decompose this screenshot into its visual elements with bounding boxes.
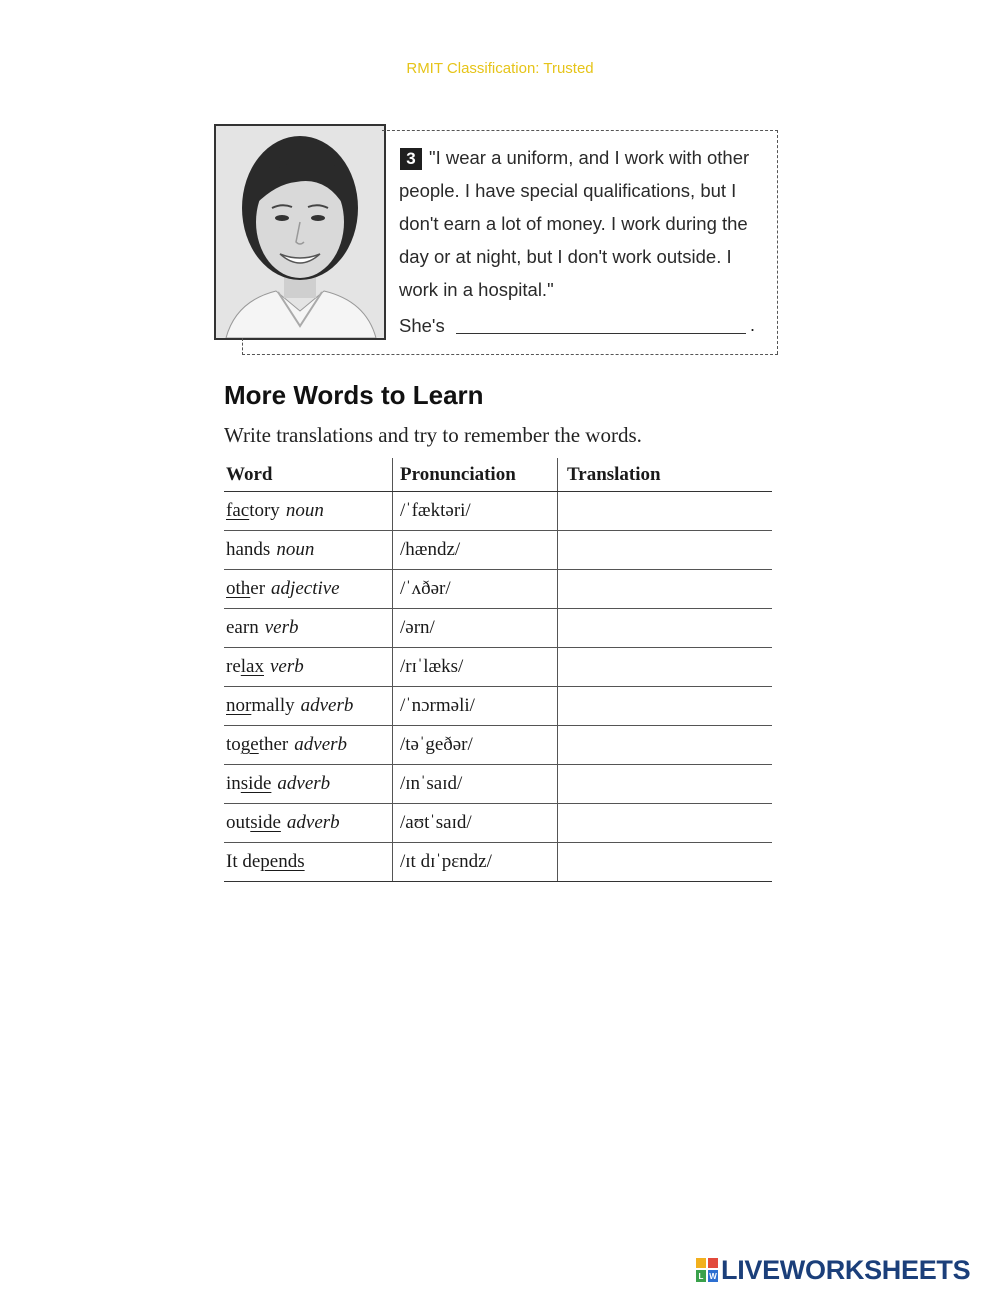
pronunciation-cell: /ˈnɔrməli/	[400, 695, 475, 716]
translation-input[interactable]	[561, 496, 766, 526]
pronunciation-cell: /təˈgeðər/	[400, 734, 473, 755]
table-row	[224, 492, 772, 531]
table-row	[224, 609, 772, 648]
word-stressed-syllable: nor	[226, 695, 252, 716]
word-text-post: er	[250, 578, 266, 599]
part-of-speech: adverb	[300, 695, 354, 716]
pronunciation-cell: /ɪnˈsaɪd/	[400, 773, 463, 794]
word-cell	[226, 851, 311, 873]
column-divider	[392, 687, 393, 725]
word-cell	[226, 695, 353, 717]
table-row	[224, 570, 772, 609]
column-divider	[557, 687, 558, 725]
word-text-pre: hands	[226, 539, 271, 560]
table-row	[224, 765, 772, 804]
section-title: More Words to Learn	[224, 380, 484, 410]
word-stressed-syllable: fac	[226, 500, 250, 521]
word-text-pre: in	[226, 773, 241, 794]
word-cell	[226, 656, 304, 678]
word-text-post: mally	[251, 695, 295, 716]
word-cell	[226, 539, 314, 561]
answer-prompt: She's	[399, 315, 445, 336]
classification-label: RMIT Classification: Trusted	[406, 60, 594, 77]
part-of-speech: adjective	[271, 578, 340, 599]
part-of-speech: adverb	[294, 734, 348, 755]
word-text-pre: re	[226, 656, 241, 677]
table-header	[224, 458, 772, 492]
table-row	[224, 531, 772, 570]
column-divider	[392, 648, 393, 686]
column-divider	[392, 804, 393, 842]
logo-text: LIVEWORKSHEETS	[721, 1254, 971, 1285]
logo-mark-letter: W	[709, 1272, 717, 1281]
translation-input[interactable]	[561, 730, 766, 760]
table-row	[224, 726, 772, 765]
word-text-pre: out	[226, 812, 251, 833]
translation-input[interactable]	[561, 574, 766, 604]
word-text-pre: earn	[226, 617, 259, 638]
answer-input[interactable]	[456, 332, 746, 334]
column-divider	[557, 726, 558, 764]
quote-box-bottom-border	[242, 338, 778, 355]
exercise-number-badge: 3	[400, 148, 422, 170]
word-cell	[226, 734, 347, 756]
word-stressed-syllable: side	[250, 812, 281, 833]
pronunciation-cell: /ərn/	[400, 617, 435, 638]
word-stressed-syllable: pends	[260, 851, 305, 872]
liveworksheets-logo-icon	[696, 1258, 718, 1282]
word-cell	[226, 617, 298, 639]
translation-input[interactable]	[561, 691, 766, 721]
header-pronunciation: Pronunciation	[400, 464, 516, 485]
pronunciation-cell: /rɪˈlæks/	[400, 656, 464, 677]
answer-period: .	[750, 315, 756, 335]
translation-input[interactable]	[561, 652, 766, 682]
table-row	[224, 843, 772, 882]
column-divider	[557, 531, 558, 569]
part-of-speech: verb	[269, 656, 304, 677]
word-stressed-syllable: ge	[240, 734, 259, 755]
part-of-speech: noun	[285, 500, 324, 521]
translation-input[interactable]	[561, 535, 766, 565]
header-word: Word	[226, 464, 273, 485]
word-text-pre: It de	[226, 851, 261, 872]
vocabulary-table	[224, 458, 772, 882]
column-divider	[392, 570, 393, 608]
translation-input[interactable]	[561, 769, 766, 799]
liveworksheets-logo[interactable]	[696, 1254, 970, 1286]
part-of-speech: adverb	[277, 773, 331, 794]
word-cell	[226, 578, 340, 600]
column-divider	[392, 726, 393, 764]
part-of-speech: noun	[276, 539, 315, 560]
translation-input[interactable]	[561, 613, 766, 643]
pronunciation-cell: /aʊtˈsaɪd/	[400, 812, 472, 833]
table-row	[224, 648, 772, 687]
table-row	[224, 804, 772, 843]
part-of-speech: verb	[264, 617, 299, 638]
pronunciation-cell: /ˈʌðər/	[400, 578, 451, 599]
word-stressed-syllable: oth	[226, 578, 251, 599]
translation-input[interactable]	[561, 808, 766, 838]
part-of-speech: adverb	[286, 812, 340, 833]
header-translation: Translation	[567, 464, 661, 485]
word-cell	[226, 500, 324, 522]
word-cell	[226, 812, 340, 834]
word-stressed-syllable: side	[240, 773, 272, 794]
word-text-post: tory	[249, 500, 280, 521]
pronunciation-cell: /ˈfæktəri/	[400, 500, 471, 521]
column-divider	[392, 843, 393, 881]
exercise-quote: "I wear a uniform, and I work with other people. I have special qualifications, but I don't earn a lot of money. I work during the day or at night, but I don't work outside. I work in a hospital."	[399, 147, 750, 300]
section-instructions: Write translations and try to remember the words.	[224, 423, 642, 447]
translation-input[interactable]	[561, 847, 766, 877]
logo-mark-letter: L	[698, 1272, 704, 1281]
column-divider	[557, 648, 558, 686]
column-divider	[392, 458, 393, 491]
column-divider	[392, 765, 393, 803]
column-divider	[557, 492, 558, 530]
column-divider	[392, 609, 393, 647]
column-divider	[557, 570, 558, 608]
pronunciation-cell: /hændz/	[400, 539, 461, 560]
column-divider	[557, 804, 558, 842]
column-divider	[392, 531, 393, 569]
word-stressed-syllable: lax	[240, 656, 264, 677]
table-row	[224, 687, 772, 726]
word-text-pre: to	[226, 734, 241, 755]
woman-photo	[214, 124, 386, 340]
word-cell	[226, 773, 330, 795]
word-text-post: ther	[258, 734, 289, 755]
column-divider	[557, 609, 558, 647]
column-divider	[557, 765, 558, 803]
column-divider	[557, 843, 558, 881]
column-divider	[392, 492, 393, 530]
column-divider	[557, 458, 558, 491]
pronunciation-cell: /ɪt dɪˈpɛndz/	[400, 851, 492, 872]
